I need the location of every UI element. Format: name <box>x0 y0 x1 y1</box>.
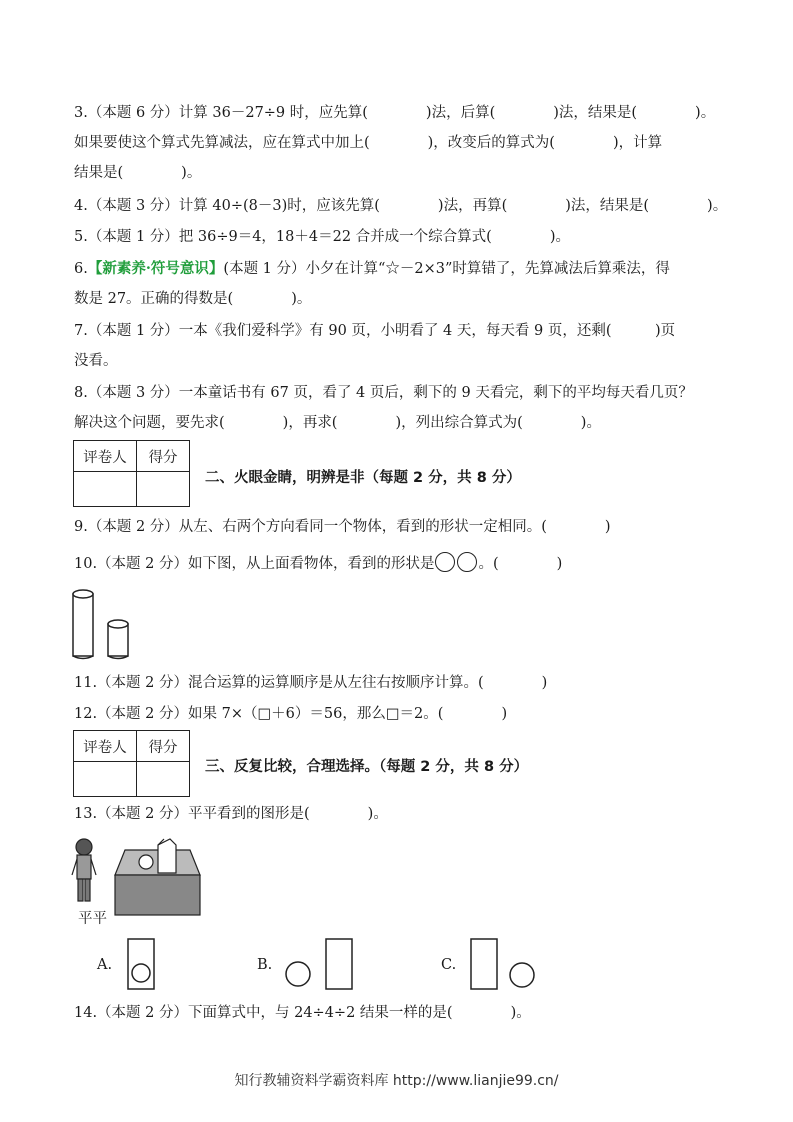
grader-cell[interactable] <box>74 472 137 507</box>
score-cell[interactable] <box>137 472 190 507</box>
section-3-title: 三、反复比较，合理选择。（每题 2 分，共 8 分） <box>205 759 529 775</box>
score-table-2 <box>73 440 190 507</box>
q9-line: 9.（本题 2 分）从左、右两个方向看同一个物体，看到的形状一定相同。( ) <box>74 519 611 535</box>
q5-line: 5.（本题 1 分）把 36÷9＝4，18＋4＝22 合并成一个综合算式( )。 <box>74 229 570 245</box>
score-header: 得分 <box>137 731 190 762</box>
q10-blank: 。( ) <box>478 556 563 572</box>
score-table-3 <box>73 730 190 797</box>
footer-watermark: 知行教辅资料学霸资料库 http://www.lianjie99.cn/ <box>234 1073 559 1089</box>
q6-number: 6. <box>74 261 88 277</box>
option-a-label[interactable]: A. <box>97 957 113 973</box>
q7-line-2: 没看。 <box>74 353 118 369</box>
section-2-title: 二、火眼金睛，明辨是非（每题 2 分，共 8 分） <box>205 470 521 486</box>
q14-line: 14.（本题 2 分）下面算式中，与 24÷4÷2 结果一样的是( )。 <box>74 1005 531 1021</box>
option-b-shape[interactable] <box>284 937 356 992</box>
q7-line-1: 7.（本题 1 分）一本《我们爱科学》有 90 页，小明看了 4 天，每天看 9 页，还剩( )页 <box>74 323 676 339</box>
grader-header: 评卷人 <box>74 731 137 762</box>
cylinders-figure <box>70 588 140 660</box>
q10-line <box>74 552 562 574</box>
q6-line-1 <box>74 259 670 279</box>
grader-cell[interactable] <box>74 762 137 797</box>
q8-line-1: 8.（本题 3 分）一本童话书有 67 页，看了 4 页后，剩下的 9 天看完，剩下的平均每天看几页？ <box>74 385 693 401</box>
q3-line-1: 3.（本题 6 分）计算 36－27÷9 时，应先算( )法，后算( )法，结果是( )。 <box>74 105 716 121</box>
q8-line-2: 解决这个问题，要先求( )，再求( )，列出综合算式为( )。 <box>74 415 601 431</box>
q12-line: 12.（本题 2 分）如果 7×（□＋6）＝56，那么□＝2。( ) <box>74 706 508 722</box>
score-cell[interactable] <box>137 762 190 797</box>
option-c-label[interactable]: C. <box>441 957 457 973</box>
q3-line-2: 如果要使这个算式先算减法，应在算式中加上( )，改变后的算式为( )，计算 <box>74 135 663 151</box>
q11-line: 11.（本题 2 分）混合运算的运算顺序是从左往右按顺序计算。( ) <box>74 675 548 691</box>
circle-shape-icon <box>457 552 477 572</box>
q6-line-2: 数是 27。正确的得数是( )。 <box>74 291 312 307</box>
q10-text: 10.（本题 2 分）如下图，从上面看物体，看到的形状是 <box>74 556 435 572</box>
circle-shape-icon <box>435 552 455 572</box>
q13-line: 13.（本题 2 分）平平看到的图形是( )。 <box>74 806 388 822</box>
q4-line: 4.（本题 3 分）计算 40÷(8－3)时，应该先算( )法，再算( )法，结果是( )。 <box>74 198 728 214</box>
option-b-label[interactable]: B. <box>257 957 273 973</box>
grader-header: 评卷人 <box>74 441 137 472</box>
person-label: 平平 <box>78 911 107 927</box>
q6-text: (本题 1 分）小夕在计算“☆－2×3”时算错了，先算减法后算乘法，得 <box>223 261 670 277</box>
option-a-shape[interactable] <box>126 937 158 992</box>
q3-line-3: 结果是( )。 <box>74 165 202 181</box>
q6-tag: 【新素养·符号意识】 <box>87 260 224 277</box>
option-c-shape[interactable] <box>469 937 541 992</box>
score-header: 得分 <box>137 441 190 472</box>
